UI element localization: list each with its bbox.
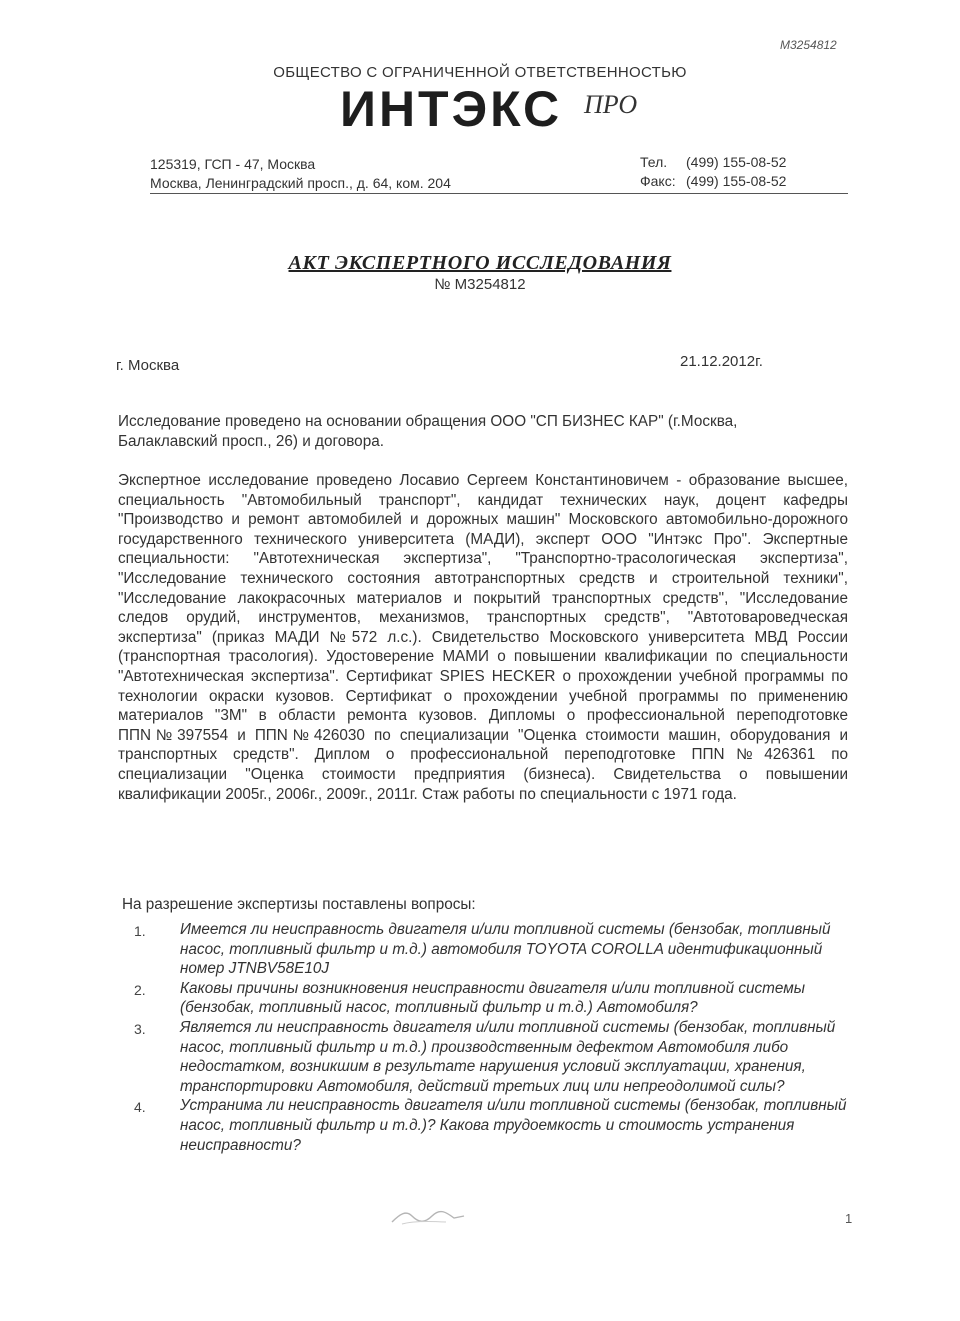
company-brand-suffix: ПРО <box>584 90 638 119</box>
document-number-corner: М3254812 <box>780 38 837 52</box>
address-line-2: Москва, Ленинградский просп., д. 64, ком. 204 <box>150 175 451 191</box>
question-text: Является ли неисправность двигателя и/или топливной системы (бензобак, топливный насос, топливный фильтр и т.д.) производственным дефектом Автомобиля либо недостатком, возникшим в результате нарушения условий эксплуатации, хранения, транспортировки Автомобиля, действий третьих лиц или непреодолимой силы? <box>180 1018 836 1095</box>
question-number: 2. <box>134 981 146 998</box>
act-title-text: АКТ ЭКСПЕРТНОГО ИССЛЕДОВАНИЯ <box>288 252 672 274</box>
act-number: № М3254812 <box>434 276 526 293</box>
header-divider <box>150 193 848 194</box>
question-item <box>128 1018 868 1096</box>
document-date: 21.12.2012г. <box>680 353 763 370</box>
basis-paragraph: Исследование проведено на основании обращения ООО "СП БИЗНЕС КАР" (г.Москва, Балаклавский просп., 26) и договора. <box>118 413 738 450</box>
fax-value: (499) 155-08-52 <box>686 173 787 189</box>
question-text: Каковы причины возникновения неисправности двигателя и/или топливной системы (бензобак, топливный насос, топливный фильтр и т.д.) Автомобиля? <box>180 979 805 1017</box>
organization-type: ОБЩЕСТВО С ОГРАНИЧЕННОЙ ОТВЕТСТВЕННОСТЬЮ <box>273 64 687 81</box>
expert-qualification-paragraph: Экспертное исследование проведено Лосавио Сергеем Константиновичем - образование высшее, специальность "Автомобильный транспорт", кандидат технических наук, доцент кафедры "Производство и ремонт автомобилей и дорожных машин" Московского автомобильно-дорожного государственного технического университета (МАДИ), эксперт ООО "Интэкс Про". Экспертные специальности: "Автотехническая экспертиза", "Транспортно-трасологическая экспертиза", "Исследование технического состояния автотранспортных средств и строительной техники", "Исследование лакокрасочных материалов и покрытий транспортных средств", "Исследование следов орудий, инструментов, механизмов, транспортных средств", "Автотовароведческая экспертиза" (приказ МАДИ №572 л.с.). Свидетельство Московского университета МВД России (транспортная трасология). Удостоверение МАМИ о повышении квалификации по специальности "Автотехническая экспертиза". Сертификат SPIES HECKER о прохождении учебной программы по технологии окраски кузовов. Сертификат о прохождении учебной программы по применению материалов "3М" в области ремонта кузовов. Дипломы о профессиональной переподготовке ППN№397554 и ППN№426030 по специализации "Оценка стоимости машин, оборудования и транспортных средств". Диплом о профессиональной переподготовке ППN№426361 по специализации "Оценка стоимости предприятия (бизнеса). Свидетельства о повышении квалификации 2005г., 2006г., 2009г., 2011г. Стаж работы по специальности с 1971 года. <box>118 472 848 803</box>
questions-list <box>128 920 868 1155</box>
phone-row <box>640 153 786 172</box>
fax-row <box>640 172 786 191</box>
phone-value: (499) 155-08-52 <box>686 154 787 170</box>
question-item <box>128 920 868 979</box>
address-line-1: 125319, ГСП - 47, Москва <box>150 156 316 172</box>
signature-mark <box>388 1204 468 1228</box>
company-brand: ИНТЭКС <box>340 81 563 137</box>
question-text: Имеется ли неисправность двигателя и/или топливной системы (бензобак, топливный насос, топливный фильтр и т.д.) автомобиля TOYOTA COROLLA идентификационный номер JTNBV58E10J <box>180 921 831 978</box>
company-contacts <box>640 153 786 191</box>
questions-intro: На разрешение экспертизы поставлены вопросы: <box>122 896 476 913</box>
document-city: г. Москва <box>116 357 180 374</box>
question-item <box>128 979 868 1018</box>
page-number: 1 <box>845 1211 853 1226</box>
act-title <box>0 252 960 275</box>
question-number: 1. <box>134 923 146 939</box>
phone-label: Тел. <box>640 154 668 170</box>
question-text: Устранима ли неисправность двигателя и/или топливной системы (бензобак, топливный насос, топливный фильтр и т.д.)? Какова трудоемкость и стоимость устранения неисправности? <box>180 1097 847 1154</box>
question-number: 3. <box>134 1020 146 1037</box>
question-item <box>128 1096 868 1155</box>
question-number: 4. <box>134 1099 146 1116</box>
fax-label: Факс: <box>640 173 676 189</box>
company-address <box>150 155 451 193</box>
